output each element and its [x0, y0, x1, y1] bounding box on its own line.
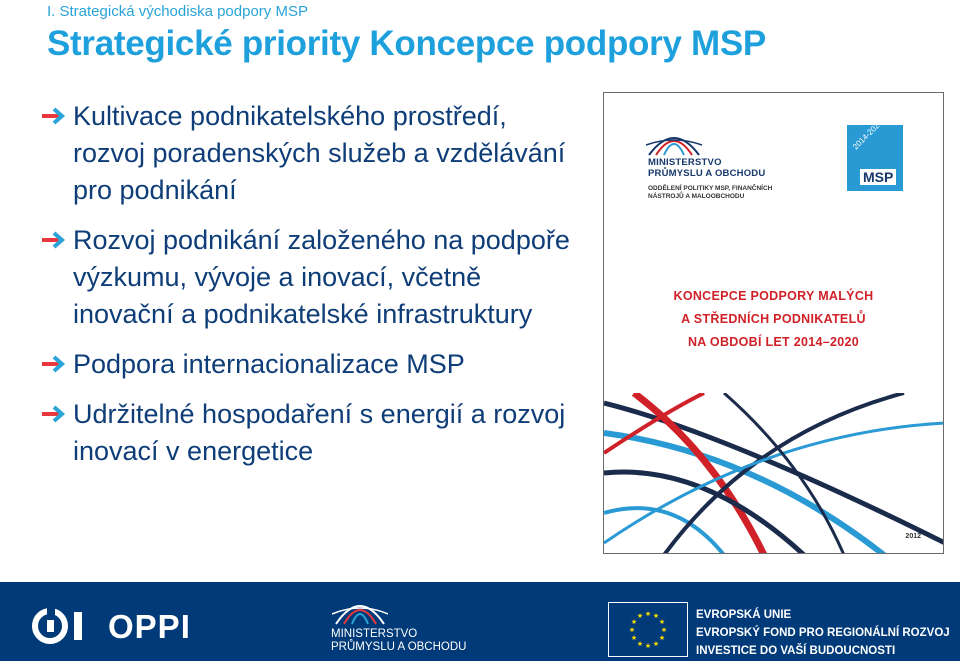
cover-globe-graphic	[604, 393, 944, 554]
publication-cover	[603, 92, 944, 554]
cover-ministry-line: MINISTERSTVO	[648, 157, 722, 168]
arrow-right-icon	[40, 354, 68, 374]
eu-text-line: EVROPSKÝ FOND PRO REGIONÁLNÍ ROZVOJ	[696, 627, 950, 639]
page-title: Strategické priority Koncepce podpory MSP	[47, 24, 766, 63]
bullet-item	[40, 222, 620, 333]
eu-flag-icon	[608, 602, 688, 657]
svg-text:★: ★	[652, 640, 660, 648]
bullet-line: Rozvoj podnikání založeného na podpoře	[73, 225, 570, 255]
eu-text	[696, 606, 950, 660]
cover-title-line: KONCEPCE PODPORY MALÝCH	[673, 289, 874, 303]
svg-text:★: ★	[636, 612, 644, 620]
badge-years: 2014-2020	[851, 117, 885, 152]
bullet-line: pro podnikání	[73, 175, 237, 205]
oppi-logo	[30, 600, 95, 650]
msp-badge	[847, 117, 903, 191]
svg-text:★: ★	[644, 610, 652, 618]
svg-text:★: ★	[644, 642, 652, 650]
oppi-wordmark: OPPI	[108, 608, 191, 645]
eu-text-line: EVROPSKÁ UNIE	[696, 609, 792, 621]
cover-dept-line: ODDĚLENÍ POLITIKY MSP, FINANČNÍCH	[648, 185, 773, 192]
svg-text:★: ★	[660, 626, 668, 634]
svg-text:★: ★	[658, 618, 666, 626]
bullet-item	[40, 98, 620, 209]
mpo-globe-logo	[644, 127, 704, 157]
arrow-right-icon	[40, 230, 68, 250]
badge-msp: MSP	[860, 169, 896, 185]
svg-text:★: ★	[652, 612, 660, 620]
arrow-right-icon	[40, 106, 68, 126]
mpo-name	[331, 628, 466, 654]
bullet-line: inovací v energetice	[73, 436, 314, 466]
cover-ministry-line: PRŮMYSLU A OBCHODU	[648, 168, 766, 179]
svg-text:★: ★	[636, 640, 644, 648]
mpo-name-line: MINISTERSTVO	[331, 628, 418, 640]
eu-text-line: INVESTICE DO VAŠÍ BUDOUCNOSTI	[696, 645, 896, 657]
arrow-right-icon	[40, 404, 68, 424]
cover-title	[604, 285, 943, 354]
cover-department	[648, 185, 772, 201]
cover-year: 2012	[905, 533, 921, 540]
bullet-line: výzkumu, vývoje a inovací, včetně	[73, 262, 482, 292]
bullet-line: inovační a podnikatelské infrastruktury	[73, 299, 533, 329]
cover-title-line: A STŘEDNÍCH PODNIKATELŮ	[681, 312, 866, 326]
bullet-line: Udržitelné hospodaření s energií a rozvoj	[73, 399, 566, 429]
bullet-line: Kultivace podnikatelského prostředí,	[73, 101, 507, 131]
svg-text:★: ★	[630, 634, 638, 642]
bullet-item	[40, 346, 620, 383]
cover-title-line: NA OBDOBÍ LET 2014–2020	[687, 335, 860, 349]
section-label: I. Strategická východiska podpory MSP	[47, 3, 308, 20]
svg-text:★: ★	[628, 626, 636, 634]
bullet-list	[40, 98, 620, 470]
footer-bar	[0, 582, 960, 661]
bullet-line: rozvoj poradenských služeb a vzdělávání	[73, 138, 566, 168]
bullet-line: Podpora internacionalizace MSP	[73, 349, 465, 379]
cover-dept-line: NÁSTROJŮ A MALOOBCHODU	[648, 193, 745, 200]
mpo-name-line: PRŮMYSLU A OBCHODU	[331, 641, 467, 653]
cover-ministry-name	[648, 157, 765, 179]
bullet-item	[40, 396, 620, 470]
mpo-globe-logo	[332, 594, 388, 626]
svg-text:★: ★	[630, 618, 638, 626]
svg-text:★: ★	[658, 634, 666, 642]
